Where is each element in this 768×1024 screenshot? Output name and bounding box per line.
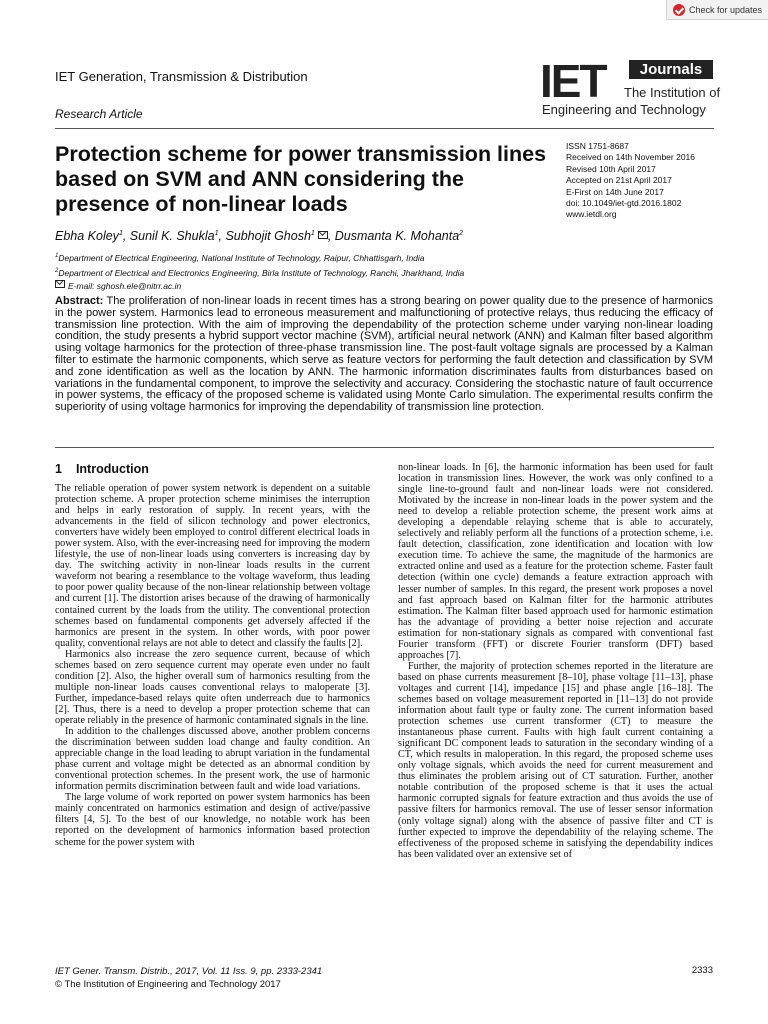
body-paragraph: Further, the majority of protection schemes reported in the literature are based on phase currents measurement [8–10], phase voltage [11–13], phase voltages and current [14], impedance [15] and phase angle [16–18]. The schemes based on voltage measurement reported in [11–13] do not provide information about fault type or faulty zone. The current information based protection schemes use current transformer (CT) to measure the instantaneous phase current. Faults with high fault current containing a significant DC component leads to saturation in the secondary winding of a CT, which results in maloperation. In this regard, the proposed scheme uses only voltage signals, which avoids the need for current measurement and thus eliminates the problem arising out of CT saturation. Further, another notable contribution of the proposed scheme is that it uses the actual harmonic corrupted signals for feature extraction and thus avoids the use of passive filters for harmonics removal. The use of lesser sensor information (only voltage signal) along with the absence of passive filter and CT is further expected to improve the dependability of the relaying scheme. The effectiveness of the proposed scheme in satisfying the dependability indices has been validated over an extensive set of: [398, 660, 713, 860]
footer-copyright: © The Institution of Engineering and Technology 2017: [55, 979, 281, 990]
abstract-text: The proliferation of non-linear loads in recent times has a strong bearing on power quality due to the presence of harmonics in the power system. Harmonics lead to erroneous measurement and malfunctioning of protective relays, thus reducing the efficacy of transmission line protection. With the aim of improving the dependability of the protection scheme under varying non-linear loading condition, the study presents a hybrid support vector machine (SVM), artificial neural network (ANN) and Kalman filter based algorithm using voltage harmonics for the protection of three-phase transmission line. The post-fault voltage signals are processed by a Kalman filter to estimate the harmonic components, which serve as feature vectors for performing the fault detection and classification by SVM and zone identification as well as the location by ANN. The harmonic information discriminates faults from disturbances based on variations in the fundamental component, to improve the selectivity and accuracy. Considering the stochastic nature of fault occurrence in power systems, the efficacy of the proposed scheme is validated using Monte Carlo simulation. The experimental results confirm the superiority of using voltage harmonics for improving the dependability of transmission line protection.: [55, 295, 713, 414]
email-text: E-mail: sghosh.ele@nitrr.ac.in: [68, 280, 182, 291]
email-line: [55, 280, 464, 293]
paper-title: Protection scheme for power transmission lines based on SVM and ANN considering the presence of non-linear loads: [55, 142, 547, 216]
footer-citation: IET Gener. Transm. Distrib., 2017, Vol. 11 Iss. 9, pp. 2333-2341: [55, 966, 323, 977]
body-paragraph: non-linear loads. In [6], the harmonic information has been used for fault location in transmission lines. However, the work was only confined to a single line-to-ground fault and non-linear loads were not considered. Motivated by the increase in non-linear loads in the power system and the need to develop a reliable protection scheme, the present work aims at developing a dependable relaying scheme that is able to accurately, selectively and reliably perform all the functions of a protection scheme, i.e. fault detection, classification, zone identification and location with low execution time. To achieve the same, the magnitude of the harmonics are extracted online and used as a feature for the protection scheme. Faster fault detection (within one cycle) demands a feature extraction approach with lesser number of samples. In this regard, the present work proposes a novel and fast approach based on Kalman filter for the harmonic attributes estimation. The Kalman filter based approach used for harmonic estimation has the advantage of providing a better noise rejection and accurate estimation for non-stationary signals as compared with conventional fast Fourier transform (FFT) or discrete Fourier transform (DFT) based approaches [7].: [398, 462, 713, 661]
body-paragraph: In addition to the challenges discussed above, another problem concerns the discrimination between sudden load change and faulty condition. An appreciable change in the load leading to abrupt variation in the fundamental phase current and voltage might be detected as an abnormal condition by conventional protection schemes. In the present work, the use of harmonic information permits discrimination between fault and wide load variations.: [55, 726, 370, 793]
author-affiliation-mark: 1: [310, 229, 315, 237]
mail-icon: [318, 231, 328, 239]
author-name: Dusmanta K. Mohanta: [334, 229, 460, 243]
header-divider: [55, 128, 714, 129]
author-affiliation-mark: 1: [118, 229, 123, 237]
affiliation-line: [55, 265, 464, 280]
abstract-divider: [55, 447, 714, 448]
logo-line-2: Engineering and Technology: [542, 102, 706, 117]
body-paragraph: The large volume of work reported on power system harmonics has been mainly concentrated on harmonics estimation and design of active/passive filters [4, 5]. To the best of our knowledge, no notable work has been reported on the development of harmonics information based protection scheme for the power system with: [55, 792, 370, 848]
logo-journals: Journals: [629, 60, 713, 79]
article-type: Research Article: [55, 107, 143, 121]
section-title: Introduction: [75, 462, 149, 476]
metadata-line: E-First on 14th June 2017: [566, 186, 664, 197]
author-name: Ebha Koley: [55, 229, 119, 243]
author-name: Subhojit Ghosh: [225, 229, 311, 243]
check-for-updates-label: Check for updates: [689, 4, 763, 15]
metadata-line: doi: 10.1049/iet-gtd.2016.1802: [566, 198, 682, 209]
body-paragraph: Harmonics also increase the zero sequence current, because of which schemes based on zero sequence current may operate even under no fault condition [2]. Also, the higher overall sum of harmonics resulting from the multiple non-linear loads causes conventional relays to maloperate [3]. Further, impedance-based relays quite often underreach due to harmonics [2]. Thus, there is a need to develop a proper protection scheme that can operate reliably in the presence of harmonic contaminated signals in the line.: [55, 648, 370, 726]
mail-icon: [55, 280, 65, 288]
author-affiliation-mark: 1: [214, 229, 219, 237]
affiliation-text: Department of Electrical and Electronics Engineering, Birla Institute of Technology, Ranchi, Jharkhand, India: [58, 267, 465, 278]
logo-mark: IET: [540, 55, 606, 107]
author-affiliation-mark: 2: [459, 229, 464, 237]
article-metadata: [566, 141, 695, 221]
metadata-line: ISSN 1751-8687: [566, 141, 629, 151]
metadata-line: www.ietdl.org: [566, 209, 617, 220]
affiliation-mark: 2: [55, 267, 59, 274]
iet-journals-logo: [540, 55, 721, 120]
logo-line-1: The Institution of: [624, 85, 721, 100]
body-paragraph: The reliable operation of power system network is dependent on a suitable protection scheme. A proper protection scheme minimises the interruption and helps in early restoration of supply. In recent years, with the advancements in the field of silicon technology and power electronics, converters have widely been employed to control different electrical loads in power system. Also, with the ever-increasing need for improving the modern lifestyle, the use of non-linear loads using converters is increasing day by day. The switching activity in non-linear loads results in the current waveform not bearing a resemblance to the voltage waveform, thus leading to poor power quality because of the non-linear relationship between voltage and current [1]. The distortion arises because of the drawing of harmonically contained current by the loads from the utility. The conventional protection schemes based on fundamental components get adversely affected if the harmonics are present in the system. In other words, with poor power quality, conventional relays are not able to detect and classify the faults [2].: [55, 483, 370, 649]
abstract-label: Abstract:: [55, 295, 104, 307]
metadata-line: Accepted on 21st April 2017: [566, 175, 672, 186]
footer-citation-block: [55, 965, 322, 991]
journal-name: IET Generation, Transmission & Distribution: [55, 69, 308, 84]
check-badge-icon: [673, 4, 685, 16]
page-number: 2333: [691, 965, 713, 976]
affiliations: [55, 250, 464, 293]
affiliation-mark: 1: [55, 253, 59, 259]
body-column-right: [398, 462, 713, 860]
affiliation-line: [55, 250, 464, 265]
metadata-line: Received on 14th November 2016: [566, 152, 695, 163]
author-name: Sunil K. Shukla: [129, 229, 215, 243]
metadata-line: Revised 10th April 2017: [566, 163, 656, 174]
author-list: Ebha Koley$^1$, Sunil K. Shukla$^1$, Subhojit Ghosh$^1$ , Dusmanta K. Mohanta$^2$: [55, 229, 464, 243]
abstract: [55, 296, 713, 414]
section-heading: [55, 462, 149, 476]
section-number: 1: [55, 462, 62, 476]
check-for-updates-button[interactable]: [666, 0, 768, 20]
affiliation-text: Department of Electrical Engineering, National Institute of Technology, Raipur, Chhattisgarh, India: [58, 252, 425, 263]
body-column-left: [55, 483, 370, 848]
